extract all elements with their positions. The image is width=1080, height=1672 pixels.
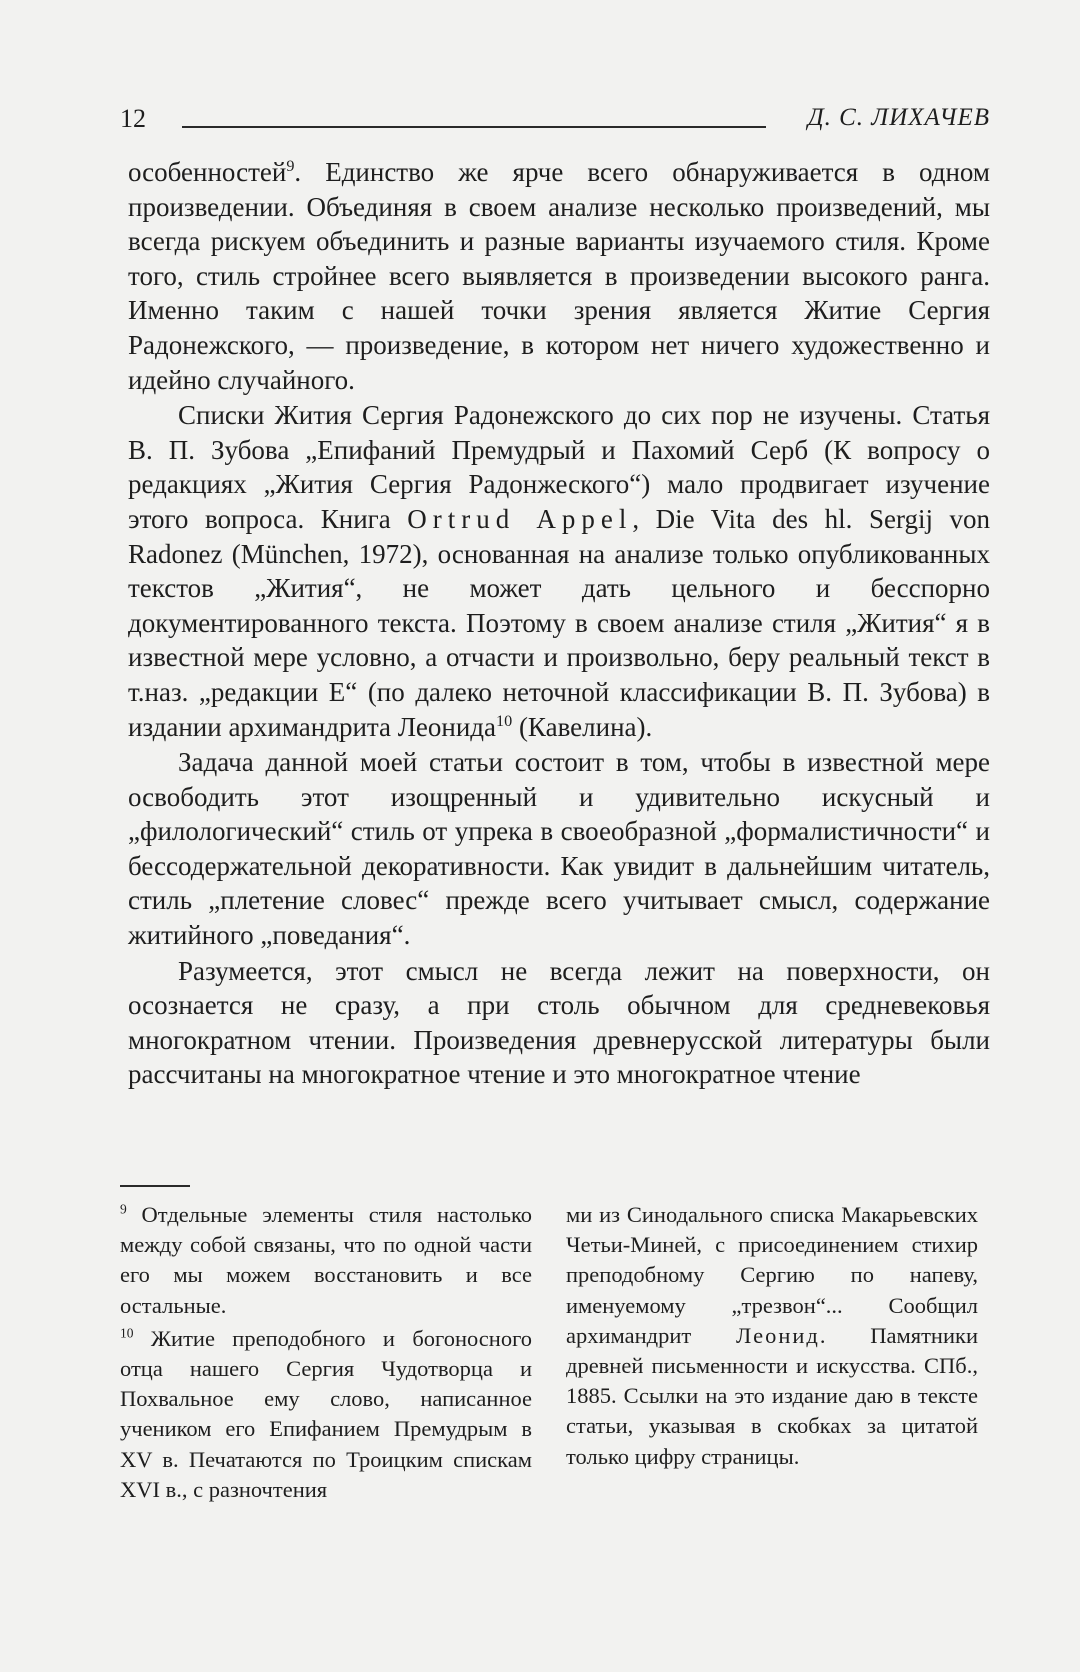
spaced-author-name: Ortrud Appel [407, 503, 633, 534]
main-text [128, 155, 990, 1092]
footnote-ref-9: 9 [286, 157, 295, 175]
paragraph-3: Задача данной моей статьи состоит в том, чтобы в известной мере освободить этот изощренный и удивительно искусный и „филологический“ стиль от упрека в своеобразной „формалистичности“ и бессодержательной декоративности. Как увидит в дальнейшим читатель, стиль „плетение словес“ прежде всего учитывает смысл, содержание житийного „поведания“. [128, 747, 990, 951]
paragraph-4: Разумеется, этот смысл не всегда лежит на поверхности, он осознается не сразу, а при столь обычном для средневековья многократном чтении. Произведения древнерусской литературы были рассчитаны на многократное чтение и это многократное чтение [128, 955, 990, 1090]
footnote-spaced-name: Леонид [736, 1322, 820, 1348]
footnote-10-continued: ми из Синодального списка Макарьевских Четьи-Миней, с присоединением стихир преподобному Сергию по напеву, именуемому „трезвон“... Сообщил архимандрит Леонид. Памятники древней письменности и искусства. СПб., 1885. Ссылки на это издание даю в тексте статьи, указывая в скобках за цитатой только цифру страницы. [566, 1202, 978, 1469]
header-rule [182, 126, 766, 128]
page-header [120, 104, 990, 144]
footnote-10: $^{10}$ Житие преподобного и богоносного отца нашего Сергия Чудотворца и Похвальное ему слово, написанное учеником его Епифанием Премудрым в XV в. Печатаются по Троицким спискам XVI в., с разночтения [120, 1325, 532, 1502]
running-head: Д. С. ЛИХАЧЕВ [807, 104, 990, 131]
footnote-column-right [566, 1200, 978, 1472]
footnote-ref-10: 10 [496, 711, 513, 730]
footnote-column-left [120, 1200, 532, 1505]
footnote-rule [120, 1185, 190, 1187]
footnote-9: $^9$ Отдельные элементы стиля настолько между собой связаны, что по одной части его мы можем восстановить и все остальные. [120, 1201, 532, 1318]
paragraph-1: особенностей$^9$. Единство же ярче всего обнаруживается в одном произведении. Объединяя в своем анализе несколько произведений, мы всегда рискуем объединить и разные варианты изучаемого стиля. Кроме того, стиль стройнее всего выявляется в произведении высокого ранга. Именно таким с нашей точки зрения является Житие Сергия Радонежского, — произведение, в котором нет ничего художественно и идейно случайного. [128, 157, 990, 395]
page-number: 12 [120, 104, 146, 133]
paragraph-2: Списки Жития Сергия Радонежского до сих пор не изучены. Статья В. П. Зубова „Епифаний Премудрый и Пахомий Серб (К вопросу о редакциях „Жития Сергия Радонжеского“) мало продвигает изучение этого вопроса. Книга Ortrud Appel, Die Vita des hl. Sergij von Radonez (München, 1972), основанная на анализе только опубликованных текстов „Жития“, не может дать цельного и бесспорно документированного текста. Поэтому в своем анализе стиля „Жития“ я в известной мере условно, а отчасти и произвольно, беру реальный текст в т.наз. „редакции Е“ (по далеко неточной классификации В. П. Зубова) в издании архимандрита Леонида$^{10}$ (Кавелина). [128, 400, 990, 742]
